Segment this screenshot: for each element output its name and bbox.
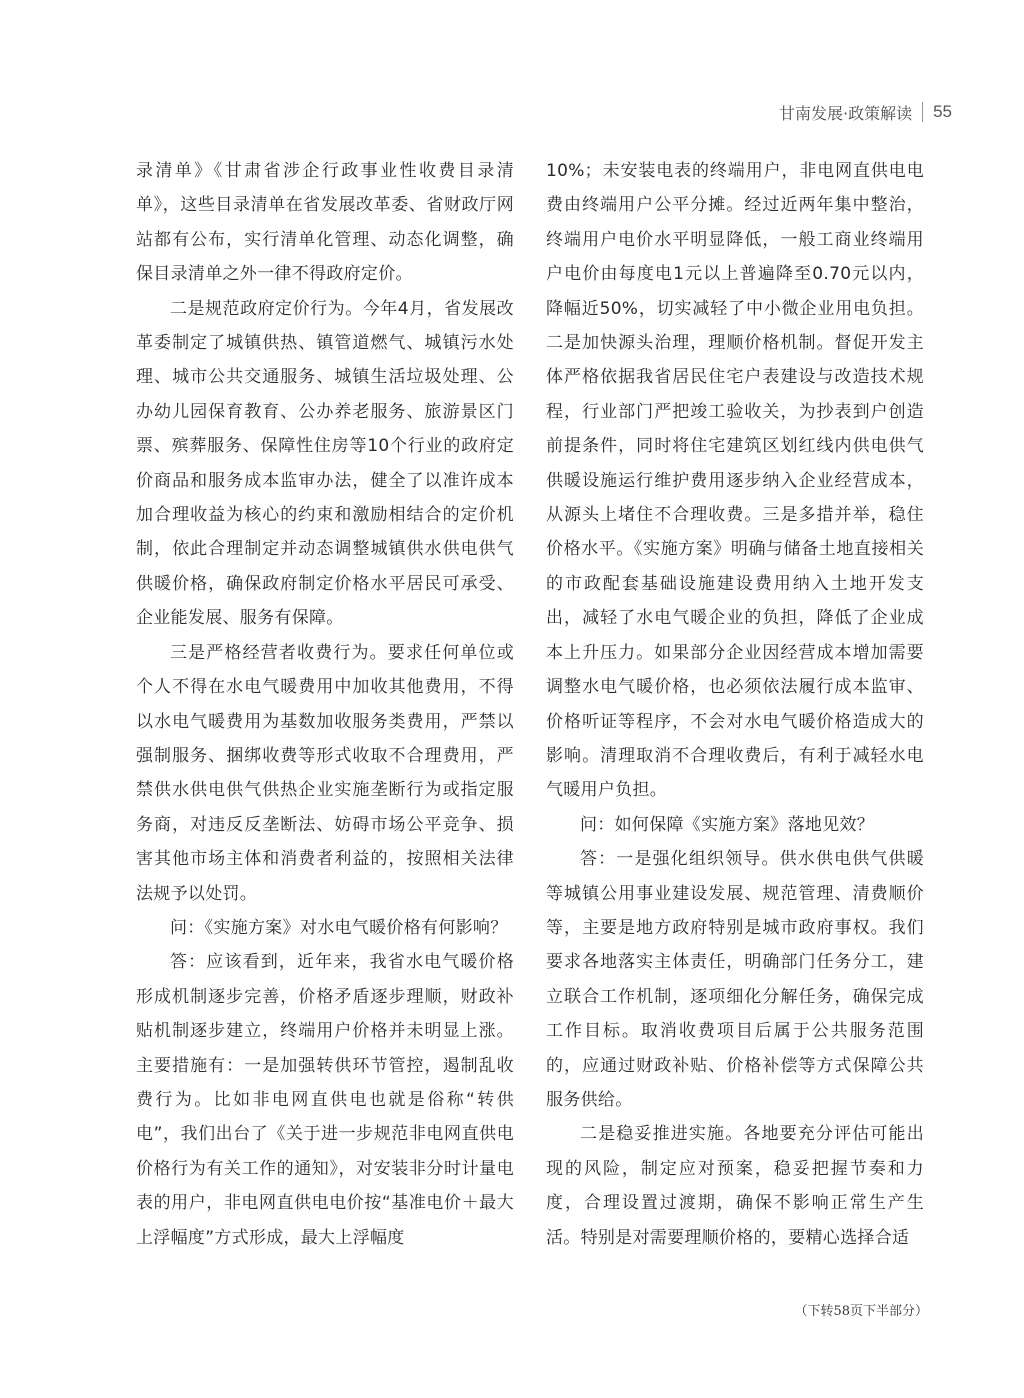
paragraph: 二是稳妥推进实施。各地要充分评估可能出现的风险，制定应对预案，稳妥把握节奏和力度，合理设置过渡期，确保不影响正常生产生活。特别是对需要理顺价格的，要精心选择合适: [546, 1124, 924, 1248]
answer-paragraph: 答：应该看到，近年来，我省水电气暖价格形成机制逐步完善，价格矛盾逐步理顺，财政补贴机制逐步建立，终端用户价格并未明显上涨。主要措施有：一是加强转供环节管控，遏制乱收费行为。比如非电网直供电也就是俗称“转供电”，我们出台了《关于进一步规范非电网直供电价格行为有关工作的通知》，对安装非分时计量电表的用户，非电网直供电电价按“基准电价＋最大上浮幅度”方式形成，最大上浮幅度: [136, 952, 514, 1248]
header-divider: [922, 102, 923, 122]
paragraph: 10%；未安装电表的终端用户，非电网直供电电费由终端用户公平分摊。经过近两年集中整治，终端用户电价水平明显降低，一般工商业终端用户电价由每度电1元以上普遍降至0.70元以内，降幅近50%，切实减轻了中小微企业用电负担。二是加快源头治理，理顺价格机制。督促开发主体严格依据我省居民住宅户表建设与改造技术规程，行业部门严把竣工验收关，为抄表到户创造前提条件，同时将住宅建筑区划红线内供电供气供暖设施运行维护费用逐步纳入企业经营成本，从源头上堵住不合理收费。三是多措并举，稳住价格水平。《实施方案》明确与储备土地直接相关的市政配套基础设施建设费用纳入土地开发支出，减轻了水电气暖企业的负担，降低了企业成本上升压力。如果部分企业因经营成本增加需要调整水电气暖价格，也必须依法履行成本监审、价格听证等程序，不会对水电气暖价格造成大的影响。清理取消不合理收费后，有利于减轻水电气暖用户负担。: [546, 161, 924, 801]
header-title: 甘南发展·政策解读: [778, 103, 913, 123]
page-number: 55: [933, 102, 952, 121]
question-heading: 问：《实施方案》对水电气暖价格有何影响？: [170, 917, 508, 938]
left-column: [136, 154, 514, 1255]
continuation-note: （下转58页下半部分）: [794, 1304, 928, 1319]
paragraph: 二是规范政府定价行为。今年4月，省发展改革委制定了城镇供热、镇管道燃气、城镇污水处理、城市公共交通服务、城镇生活垃圾处理、公办幼儿园保育教育、公办养老服务、旅游景区门票、殡葬服务、保障性住房等10个行业的政府定价商品和服务成本监审办法，健全了以准许成本加合理收益为核心的约束和激励相结合的定价机制，依此合理制定并动态调整城镇供水供电供气供暖价格，确保政府制定价格水平居民可承受、企业能发展、服务有保障。: [136, 298, 514, 629]
paragraph: 三是严格经营者收费行为。要求任何单位或个人不得在水电气暖费用中加收其他费用，不得以水电气暖费用为基数加收服务类费用，严禁以强制服务、捆绑收费等形式收取不合理费用，严禁供水供电供气供热企业实施垄断行为或指定服务商，对违反反垄断法、妨碍市场公平竞争、损害其他市场主体和消费者利益的，按照相关法律法规予以处罚。: [136, 642, 514, 904]
paragraph: 录清单》《甘肃省涉企行政事业性收费目录清单》，这些目录清单在省发展改革委、省财政厅网站都有公布，实行清单化管理、动态化调整，确保目录清单之外一律不得政府定价。: [136, 161, 514, 285]
answer-paragraph: 答：一是强化组织领导。供水供电供气供暖等城镇公用事业建设发展、规范管理、清费顺价等，主要是地方政府特别是城市政府事权。我们要求各地落实主体责任，明确部门任务分工，建立联合工作机制，逐项细化分解任务，确保完成工作目标。取消收费项目后属于公共服务范围的，应通过财政补贴、价格补偿等方式保障公共服务供给。: [546, 849, 924, 1110]
question-heading: 问：如何保障《实施方案》落地见效？: [580, 814, 875, 835]
running-header: [779, 101, 952, 123]
right-column: [546, 154, 924, 1255]
